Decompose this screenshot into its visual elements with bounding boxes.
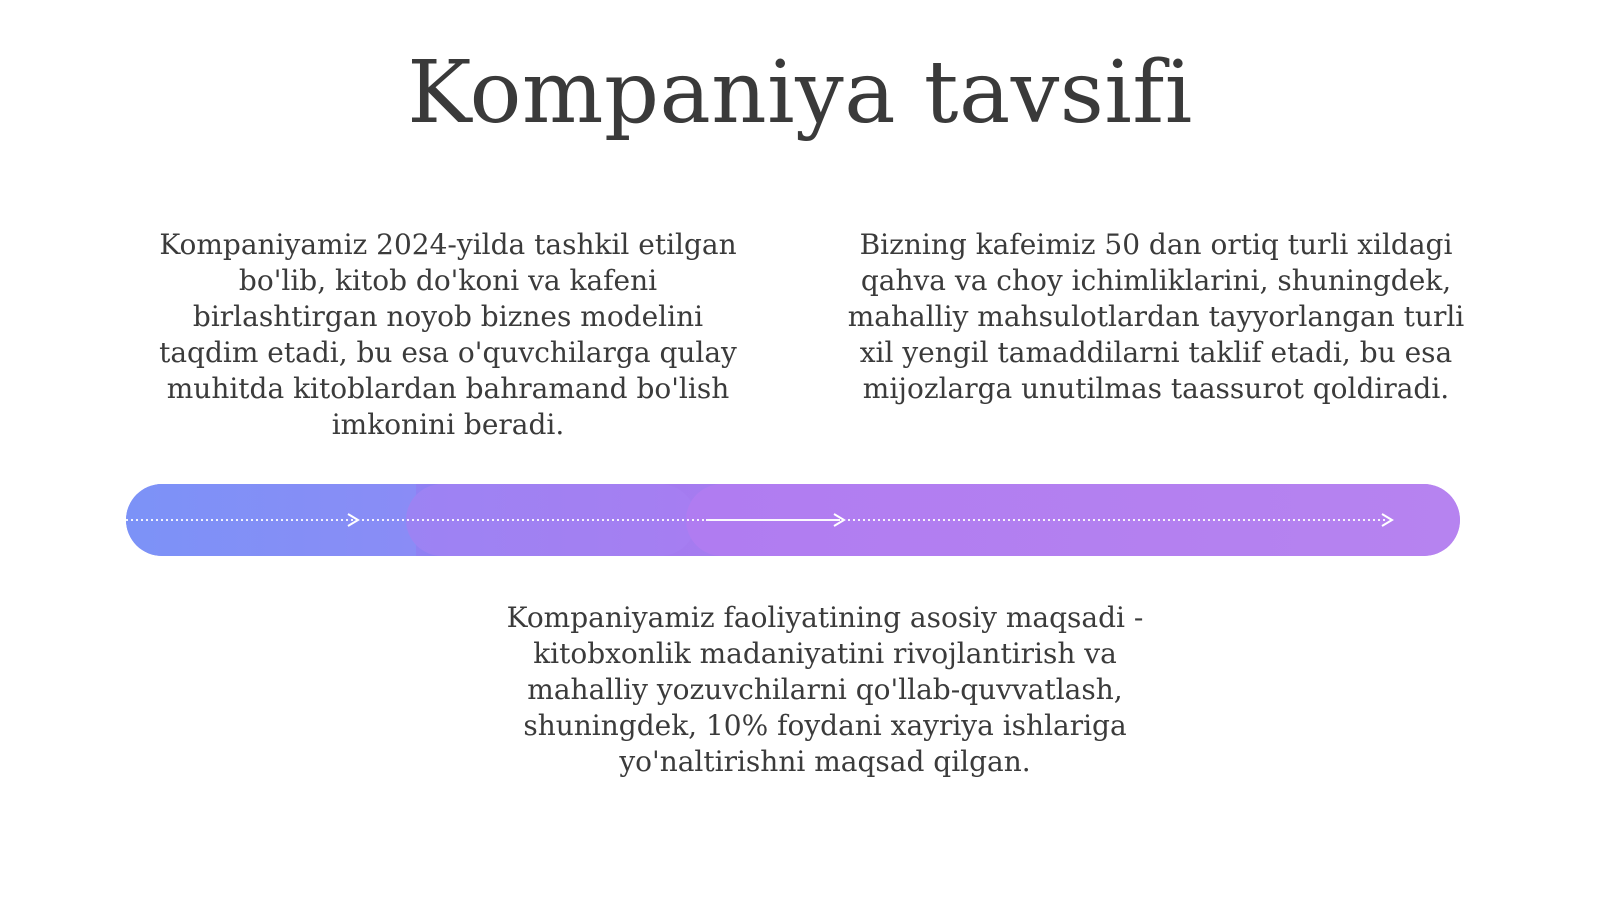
timeline-arrows [126,484,1460,556]
description-left: Kompaniyamiz 2024-yilda tashkil etilgan bo'lib, kitob do'koni va kafeni birlashtirgan noyob biznes modelini taqdim etadi, bu esa o'quvchilarga qulay muhitda kitoblardan bahramand bo'lish imkonini beradi. [159,228,737,441]
description-right: Bizning kafeimiz 50 dan ortiq turli xildagi qahva va choy ichimliklarini, shuningdek, mahalliy mahsulotlardan tayyorlangan turli xil yengil tamaddilarni taklif etadi, bu esa mijozlarga unutilmas taassurot qoldiradi. [847,228,1465,405]
description-bottom: Kompaniyamiz faoliyatining asosiy maqsadi - kitobxonlik madaniyatini rivojlantirish va mahalliy yozuvchilarni qo'llab-quvvatlash, shuningdek, 10% foydani xayriya ishlariga yo'naltirishni maqsad qilgan. [506,601,1144,778]
timeline-bar [126,484,1460,556]
slide-title: Kompaniya tavsifi [407,43,1193,143]
